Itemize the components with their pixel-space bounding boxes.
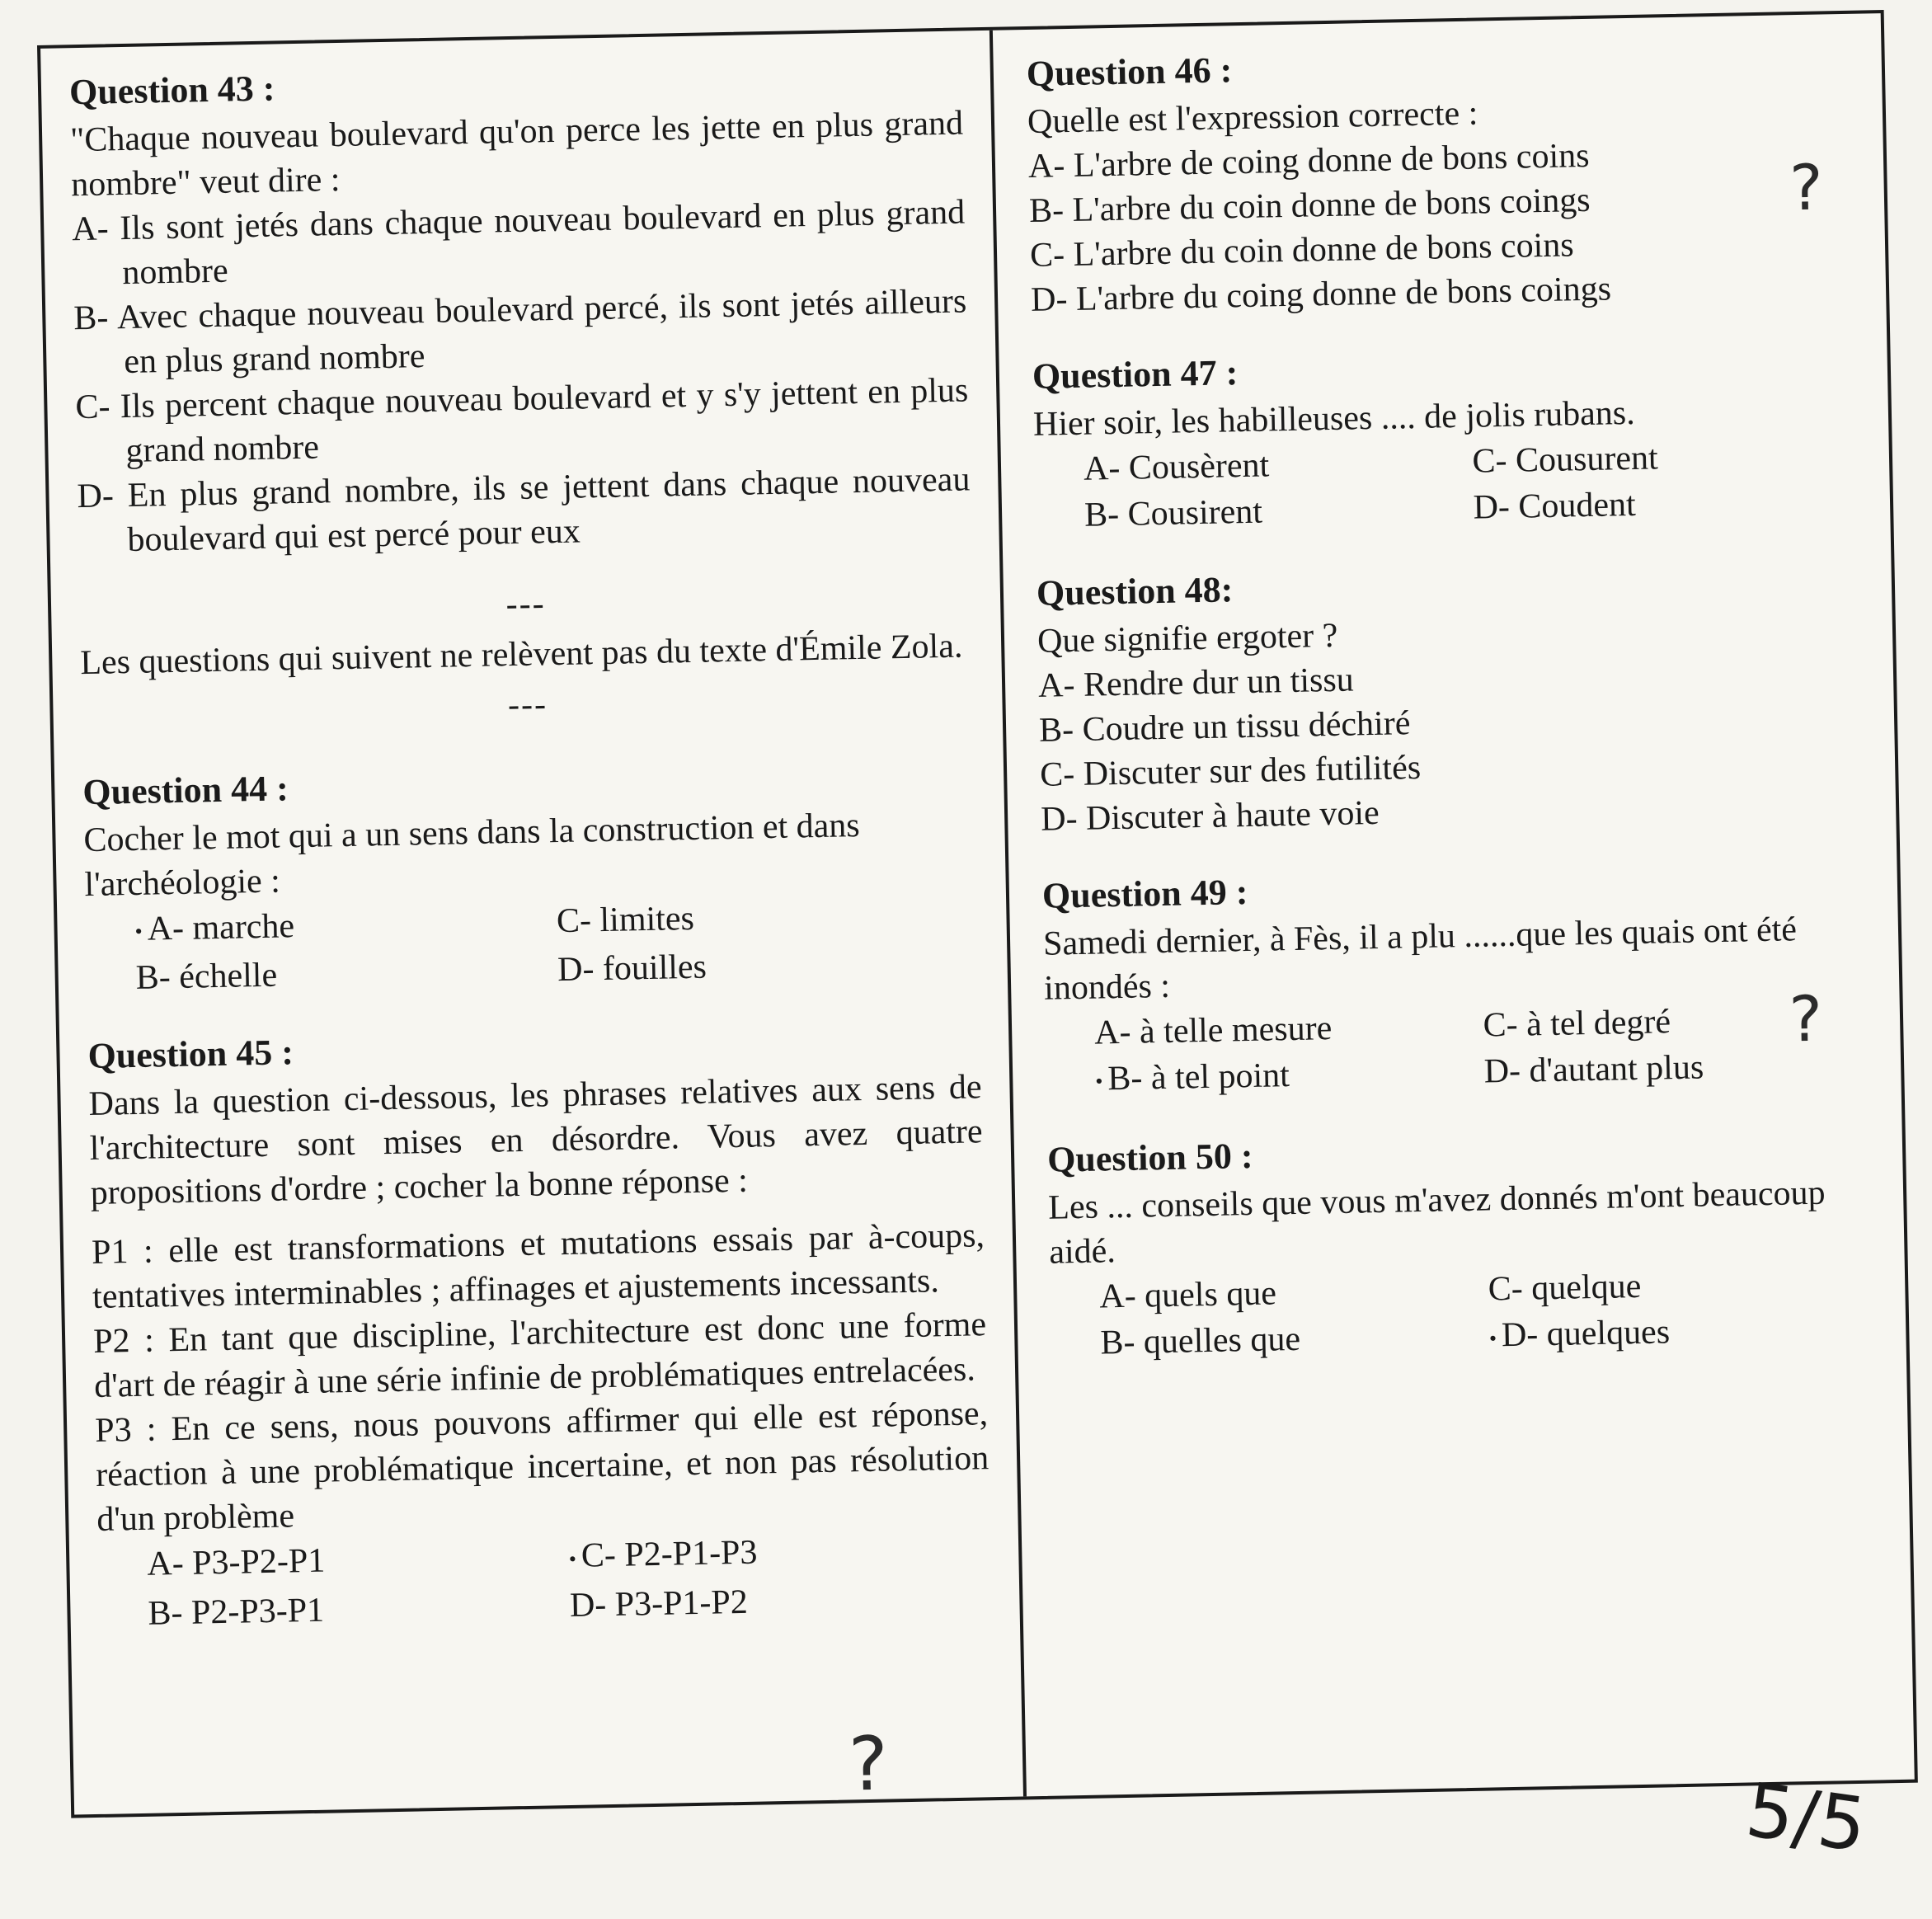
question-48-option-b[interactable]: B- Coudre un tissu déchiré: [1038, 704, 1411, 750]
option-label: B- à tel point: [1107, 1056, 1290, 1098]
question-47: [1032, 340, 1862, 539]
question-47-title: Question 47 :: [1032, 352, 1239, 397]
question-48-option-d[interactable]: D- Discuter à haute voie: [1040, 793, 1380, 839]
question-46-stem: Quelle est l'expression correcte :: [1027, 94, 1478, 141]
option-label: B- L'arbre du coin donne de bons coings: [1028, 181, 1591, 230]
question-43-title: Question 43 :: [68, 68, 275, 113]
question-50-option-a[interactable]: A- quels que: [1098, 1274, 1277, 1316]
question-43-option-b[interactable]: B- Avec chaque nouveau boulevard percé, ils sont jetés ailleurs en plus grand nombre: [73, 282, 967, 382]
question-44-stem: Cocher le mot qui a un sens dans la construction et dans l'archéologie :: [83, 807, 861, 905]
question-49-title: Question 49 :: [1041, 872, 1248, 916]
question-47-stem: Hier soir, les habilleuses .... de jolis rubans.: [1032, 393, 1636, 444]
question-49-option-b[interactable]: [1095, 1049, 1485, 1105]
question-50-stem: Les ... conseils que vous m'avez donnés m'ont beaucoup aidé.: [1047, 1174, 1826, 1272]
question-45-title: Question 45 :: [87, 1032, 294, 1077]
handwritten-question-mark: ?: [1789, 150, 1824, 225]
right-column: [993, 13, 1915, 1796]
question-44-options: [85, 890, 980, 1002]
handwritten-question-mark: ?: [848, 1720, 889, 1808]
question-47-option-d[interactable]: D- Coudent: [1473, 485, 1637, 527]
question-43-option-c[interactable]: C- Ils percent chaque nouveau boulevard et y s'y jettent en plus grand nombre: [74, 371, 969, 471]
question-50-options: [1050, 1259, 1878, 1371]
question-50-option-c[interactable]: C- quelque: [1488, 1268, 1642, 1309]
question-49-stem: Samedi dernier, à Fès, il a plu ......que les quais ont été inondés :: [1042, 910, 1798, 1008]
question-48-option-c[interactable]: C- Discuter sur des futilités: [1039, 748, 1422, 794]
question-49-options: [1045, 981, 1873, 1107]
separator: ---: [505, 585, 547, 624]
section-note: Les questions qui suivent ne relèvent pas du texte d'Émile Zola.: [79, 627, 963, 683]
question-50: [1047, 1123, 1878, 1371]
question-47-options: [1034, 431, 1863, 539]
option-label: A- marche: [147, 907, 295, 948]
question-46-option-a[interactable]: A- L'arbre de coing donne de bons coins: [1027, 136, 1590, 186]
question-48-option-a[interactable]: A- Rendre dur un tissu: [1037, 661, 1355, 705]
question-45-p1: P1 : elle est transformations et mutations essais par à-coups, tentatives interminables ; affinages et ajustements incessants.: [91, 1216, 985, 1317]
checkmark-dot-icon: •: [568, 1546, 577, 1571]
question-45-p3: P3 : En ce sens, nous pouvons affirmer qui elle est réponse, réaction à une problématique incertaine, et non pas résolution d'un problème: [94, 1395, 990, 1540]
separator: ---: [507, 685, 548, 725]
question-50-option-d[interactable]: [1488, 1305, 1878, 1362]
question-43-stem: "Chaque nouveau boulevard qu'on perce les jette en plus grand nombre" veut dire :: [69, 104, 964, 205]
exam-frame: [37, 10, 1918, 1818]
question-46-title: Question 46 :: [1026, 49, 1233, 94]
question-50-title: Question 50 :: [1046, 1136, 1253, 1181]
option-label: C- P2-P1-P3: [581, 1533, 758, 1576]
question-45-option-a[interactable]: A- P3-P2-P1: [146, 1541, 326, 1584]
question-43-option-d[interactable]: D- En plus grand nombre, ils se jettent dans chaque nouveau boulevard qui est percé pour eux: [77, 460, 971, 560]
checkmark-dot-icon: •: [1095, 1069, 1103, 1094]
left-column: [40, 31, 1027, 1815]
question-47-option-b[interactable]: B- Cousirent: [1084, 492, 1263, 534]
question-43: [69, 54, 971, 563]
question-45-stem: Dans la question ci-dessous, les phrases relatives aux sens de l'architecture sont mises en désordre. Vous avez quatre propositions d'ordre ; cocher la bonne réponse :: [88, 1068, 983, 1213]
question-48-title: Question 48:: [1036, 569, 1234, 614]
question-49-option-d[interactable]: D- d'autant plus: [1483, 1048, 1704, 1091]
question-46-option-d[interactable]: D- L'arbre du coing donne de bons coings: [1030, 270, 1612, 319]
question-48-stem: Que signifie ergoter ?: [1037, 616, 1338, 661]
question-44-option-b[interactable]: B- échelle: [135, 956, 278, 998]
checkmark-dot-icon: •: [134, 920, 143, 944]
question-45: [87, 1018, 992, 1808]
question-44-option-d[interactable]: D- fouilles: [557, 948, 707, 990]
question-46-option-c[interactable]: C- L'arbre du coin donne de bons coins: [1029, 226, 1575, 275]
question-44-title: Question 44 :: [82, 768, 289, 813]
question-46: [1026, 37, 1858, 322]
question-47-option-c[interactable]: C- Cousurent: [1472, 439, 1659, 481]
question-49: [1042, 859, 1873, 1107]
question-45-option-d[interactable]: D- P3-P1-P2: [569, 1583, 749, 1625]
question-45-p2: P2 : En tant que discipline, l'architecture est donc une forme d'art de réagir à une série infinie de problématiques entrelacées.: [92, 1305, 987, 1406]
question-47-option-a[interactable]: A- Cousèrent: [1083, 446, 1270, 488]
question-45-option-c[interactable]: [568, 1526, 991, 1583]
question-45-options: [97, 1526, 992, 1638]
question-43-option-a[interactable]: A- Ils sont jetés dans chaque nouveau boulevard en plus grand nombre: [71, 193, 966, 293]
question-45-option-b[interactable]: B- P2-P3-P1: [148, 1591, 325, 1633]
question-50-option-b[interactable]: B- quelles que: [1100, 1320, 1301, 1362]
question-49-option-c[interactable]: C- à tel degré: [1483, 1003, 1671, 1045]
checkmark-dot-icon: •: [1488, 1326, 1497, 1351]
option-label: D- quelques: [1501, 1313, 1671, 1355]
question-48: [1036, 557, 1868, 842]
handwritten-question-mark: ?: [1788, 981, 1823, 1056]
handwritten-page-number: 5/5: [1741, 1766, 1872, 1870]
question-44-option-a[interactable]: [134, 898, 557, 955]
question-44: [82, 754, 980, 1002]
question-44-option-c[interactable]: C- limites: [556, 899, 695, 941]
question-49-option-a[interactable]: A- à telle mesure: [1093, 1009, 1333, 1052]
